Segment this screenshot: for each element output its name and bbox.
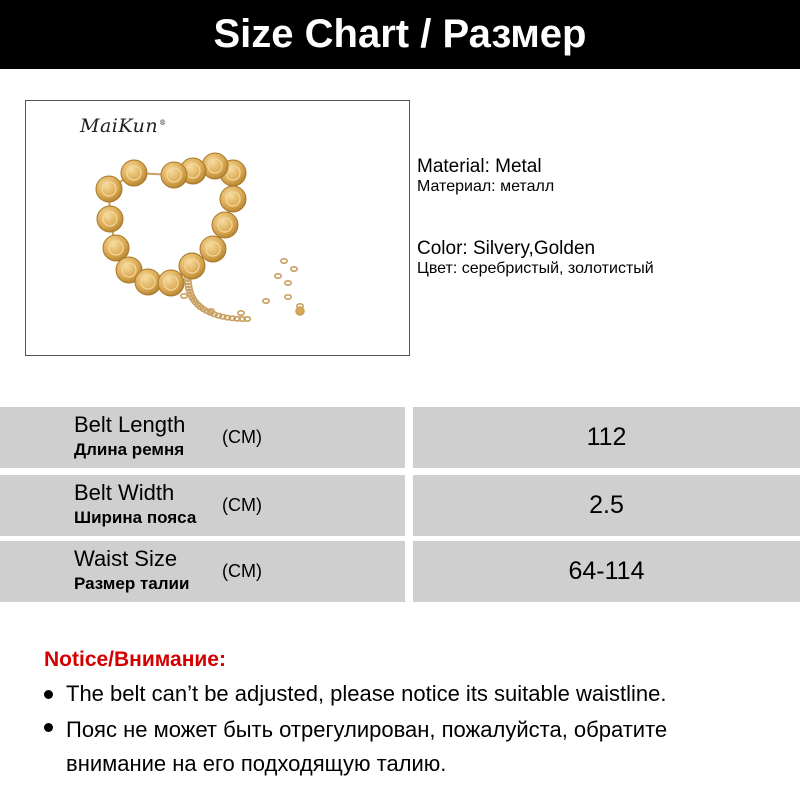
belt-coin xyxy=(158,270,184,296)
table-row xyxy=(0,475,800,536)
belt-coin xyxy=(161,162,187,188)
size-chart-header xyxy=(0,0,800,69)
row-label-en: Waist Size xyxy=(74,546,178,571)
row-unit: (CM) xyxy=(222,427,262,447)
bullet-text-line: Пояс не может быть отрегулирован, пожалуйста, обратите xyxy=(66,717,668,742)
product-photo xyxy=(25,100,410,356)
clasp xyxy=(296,307,304,315)
table-row xyxy=(0,541,800,602)
chain-link xyxy=(181,294,187,298)
belt-coin xyxy=(96,176,122,202)
notice-title: Notice/Внимание: xyxy=(44,648,226,671)
belt-coin xyxy=(212,212,238,238)
row-label-cell xyxy=(0,407,405,468)
row-value: 112 xyxy=(413,407,800,468)
belt-coin xyxy=(202,153,228,179)
belt-illustration xyxy=(26,101,410,356)
belt-coin xyxy=(97,206,123,232)
material-en: Material: Metal xyxy=(417,156,542,177)
row-unit: (CM) xyxy=(222,561,262,581)
bullet-icon xyxy=(44,723,53,732)
chain-link xyxy=(238,311,244,315)
bullet-text-line: The belt can’t be adjusted, please notice its suitable waistline. xyxy=(66,681,667,706)
chain-link xyxy=(291,267,297,271)
bullet-text-line: внимание на его подходящую талию. xyxy=(66,751,447,776)
row-label-cell xyxy=(0,475,405,536)
belt-coin xyxy=(121,160,147,186)
brand-logo: MaiKun® xyxy=(80,115,167,137)
row-value: 2.5 xyxy=(413,475,800,536)
color-ru: Цвет: серебристый, золотистый xyxy=(417,260,654,277)
chain-link xyxy=(275,274,281,278)
material-info xyxy=(417,156,554,196)
row-label-ru: Ширина пояса xyxy=(74,508,197,527)
belt-coin xyxy=(135,269,161,295)
belt-coin xyxy=(179,253,205,279)
chain-link xyxy=(285,295,291,299)
row-unit: (CM) xyxy=(222,495,262,515)
row-value: 64-114 xyxy=(413,541,800,602)
belt-coin xyxy=(220,186,246,212)
row-label-en: Belt Width xyxy=(74,480,175,505)
color-info xyxy=(417,238,654,278)
chain-link xyxy=(281,259,287,263)
belt-coin xyxy=(200,236,226,262)
row-label-cell xyxy=(0,541,405,602)
row-label-en: Belt Length xyxy=(74,412,186,437)
color-en: Color: Silvery,Golden xyxy=(417,238,596,259)
chain-link xyxy=(285,281,291,285)
row-label-ru: Размер талии xyxy=(74,574,190,593)
material-ru: Материал: металл xyxy=(417,178,555,195)
row-label-ru: Длина ремня xyxy=(74,440,185,459)
bullet-icon xyxy=(44,690,53,699)
chain-link xyxy=(263,299,269,303)
table-row xyxy=(0,407,800,468)
page-title: Size Chart / Размер xyxy=(213,12,587,56)
